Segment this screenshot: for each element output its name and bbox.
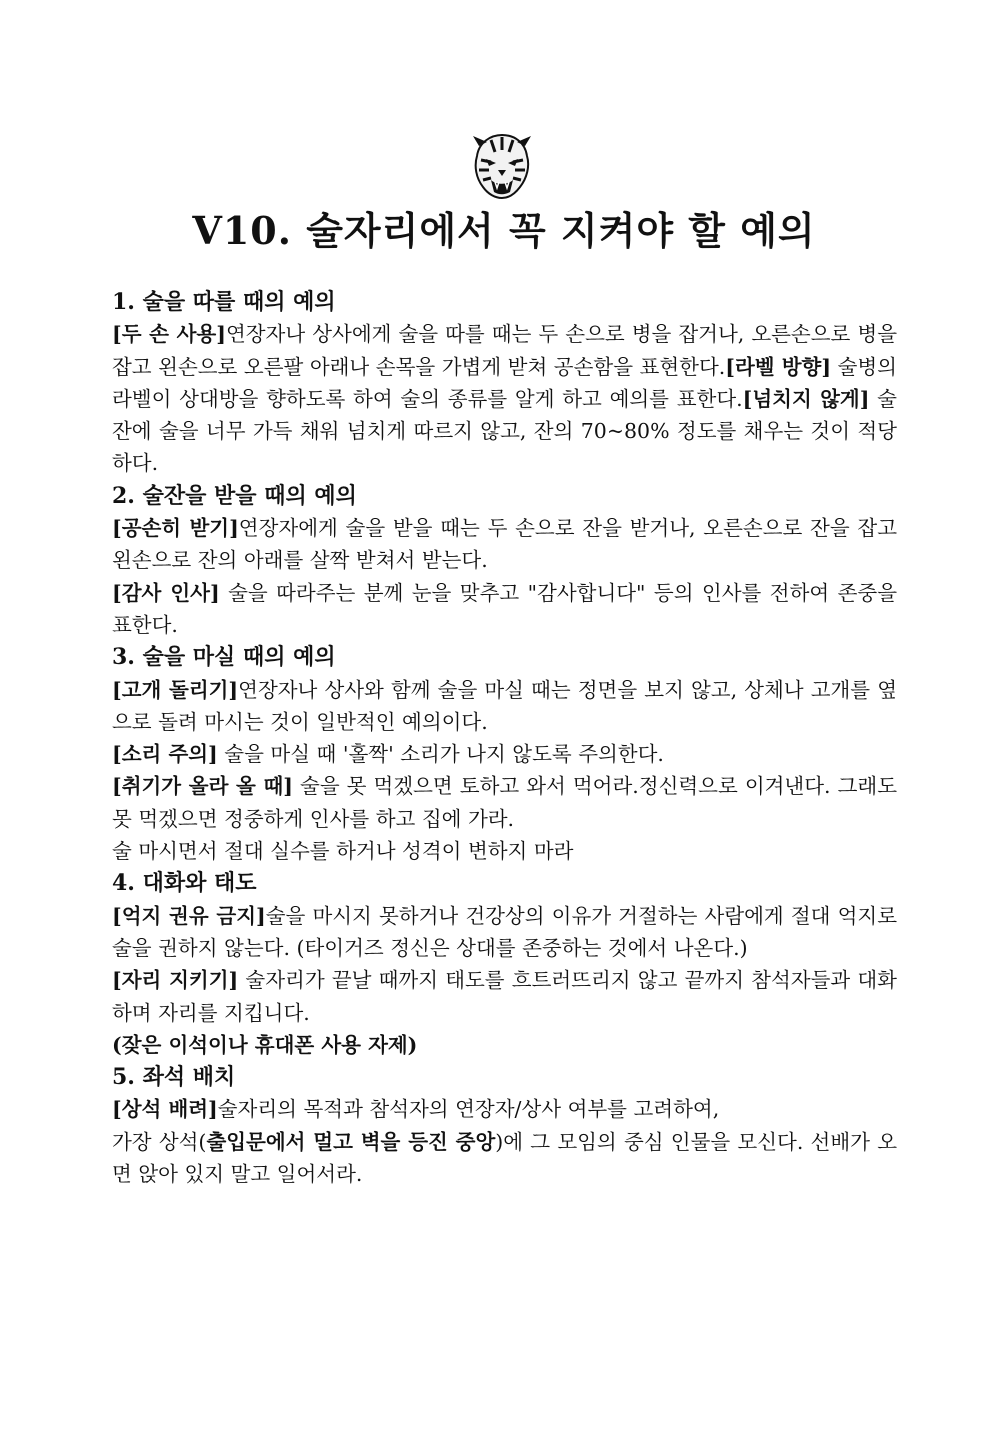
section-2-title: 2. 술잔을 받을 때의 예의 xyxy=(112,482,357,509)
tag-turn-head: [고개 돌리기] xyxy=(112,677,239,702)
text-no-overflow: 술잔에 술을 너무 가득 채워 넘치게 따르지 않고, 잔의 70~80% 정도를 채우는 것이 적당하다. xyxy=(112,386,897,476)
section-1-title: 1. 술을 따를 때의 예의 xyxy=(112,289,336,315)
text-sound-caution: 술을 마실 때 '홀짝' 소리가 나지 않도록 주의한다. xyxy=(217,742,664,767)
section-3-paragraph-2 xyxy=(112,738,897,770)
section-3-title: 3. 술을 마실 때의 예의 xyxy=(112,644,336,671)
text-turn-head: 연장자나 상사와 함께 술을 마실 때는 정면을 보지 않고, 상체나 고개를 옆으로 돌려 마시는 것이 일반적인 예의이다. xyxy=(112,677,897,734)
document-body xyxy=(112,286,897,1190)
tag-when-drunk: [취기가 올라 올 때] xyxy=(112,774,293,799)
tiger-head-logo xyxy=(469,132,535,200)
text-keep-seat: 술자리가 끝날 때까지 태도를 흐트러뜨리지 않고 끝까지 참석자들과 대화하며 자리를 지킵니다. xyxy=(112,968,897,1025)
tag-keep-seat: [자리 지키기] xyxy=(112,968,239,993)
text-no-forcing: 술을 마시지 못하거나 건강상의 이유가 거절하는 사람에게 절대 억지로 술을 권하지 않는다. (타이거즈 정신은 상대를 존중하는 것에서 나온다.) xyxy=(112,903,897,960)
section-3-paragraph-1 xyxy=(112,674,897,739)
section-4-paragraph-3: (잦은 이석이나 휴대폰 사용 자제) xyxy=(112,1032,418,1057)
section-2-paragraph-1 xyxy=(112,512,897,577)
text-label-direction: 술병의 라벨이 상대방을 향하도록 하여 술의 종류를 알게 하고 예의를 표한다. xyxy=(112,354,897,411)
text-head-seat-b: 출입문에서 멀고 벽을 등진 중앙 xyxy=(206,1129,496,1154)
text-when-drunk: 술을 못 먹겠으면 토하고 와서 먹어라.정신력으로 이겨낸다. 그래도 못 먹겠으면 정중하게 인사를 하고 집에 가라. xyxy=(112,774,898,831)
text-head-seat-a: 가장 상석( xyxy=(112,1129,207,1154)
tag-thanks: [감사 인사] xyxy=(112,580,220,605)
text-seat-respect: 술자리의 목적과 참석자의 연장자/상사 여부를 고려하여, xyxy=(217,1097,720,1122)
section-4-paragraph-2 xyxy=(112,964,897,1029)
tag-label-direction: [라벨 방향] xyxy=(725,354,832,379)
tag-no-overflow: [넘치지 않게] xyxy=(742,386,870,411)
tag-two-hands: [두 손 사용] xyxy=(112,322,226,347)
section-4-title: 4. 대화와 태도 xyxy=(112,870,257,897)
text-thanks: 술을 따라주는 분께 눈을 맞추고 "감사합니다" 등의 인사를 전하여 존중을 표한다. xyxy=(112,580,897,637)
tag-sound-caution: [소리 주의] xyxy=(112,742,218,767)
text-head-seat-c: )에 그 모임의 중심 인물을 모신다. 선배가 오면 앉아 있지 말고 일어서라. xyxy=(112,1129,897,1187)
tag-receive-politely: [공손히 받기] xyxy=(112,516,239,541)
section-2-paragraph-2 xyxy=(112,577,897,642)
section-3-paragraph-3 xyxy=(112,770,897,835)
text-two-hands: 연장자나 상사에게 술을 따를 때는 두 손으로 병을 잡거나, 오른손으로 병을 잡고 왼손으로 오른팔 아래나 손목을 가볍게 받쳐 공손함을 표현한다. xyxy=(112,322,897,379)
tag-seat-respect: [상석 배려] xyxy=(112,1097,218,1122)
section-5-paragraph-1 xyxy=(112,1093,897,1125)
section-1-paragraph xyxy=(112,318,897,479)
text-receive-politely: 연장자에게 술을 받을 때는 두 손으로 잔을 받거나, 오른손으로 잔을 잡고 왼손으로 잔의 아래를 살짝 받쳐서 받는다. xyxy=(112,516,897,573)
tag-no-forcing: [억지 권유 금지] xyxy=(112,903,266,928)
section-3-paragraph-4: 술 마시면서 절대 실수를 하거나 성격이 변하지 마라 xyxy=(112,839,574,864)
section-5-title: 5. 좌석 배치 xyxy=(112,1064,236,1091)
page-title: V10. 술자리에서 꼭 지켜야 할 예의 xyxy=(192,208,816,253)
section-5-paragraph-2 xyxy=(112,1126,897,1191)
section-4-paragraph-1 xyxy=(112,900,897,965)
